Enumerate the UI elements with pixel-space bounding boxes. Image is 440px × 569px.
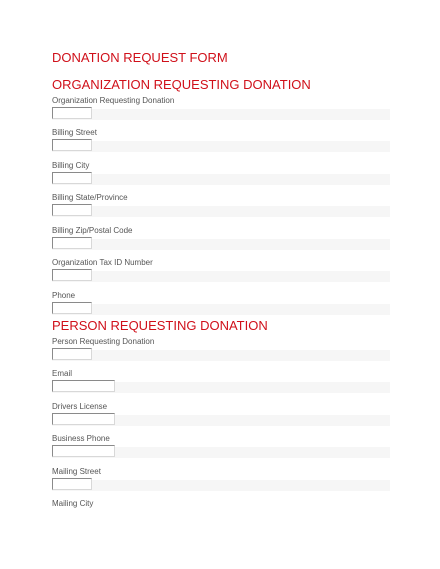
- field-label: Business Phone: [52, 434, 110, 443]
- field-mailing-street: [52, 467, 392, 494]
- row-band: [52, 239, 390, 250]
- field-label: Email: [52, 369, 73, 378]
- field-row: [52, 380, 392, 396]
- row-band: [52, 206, 390, 217]
- field-label: Billing City: [52, 161, 90, 170]
- form-title: DONATION REQUEST FORM: [52, 50, 228, 65]
- row-band: [52, 304, 390, 315]
- billing-city-input[interactable]: [52, 172, 92, 184]
- field-row: [52, 348, 392, 364]
- field-mailing-city: [52, 499, 392, 509]
- field-billing-zip: [52, 226, 392, 253]
- field-row: [52, 237, 392, 253]
- field-organization-tax-id: [52, 258, 392, 285]
- row-band: [52, 271, 390, 282]
- field-row: [52, 269, 392, 285]
- field-organization-requesting-donation: [52, 96, 392, 123]
- field-person-requesting-donation: [52, 337, 392, 364]
- field-label: Organization Requesting Donation: [52, 96, 175, 105]
- billing-zip-input[interactable]: [52, 237, 92, 249]
- row-band: [52, 141, 390, 152]
- tax-id-input[interactable]: [52, 269, 92, 281]
- field-drivers-license: [52, 402, 392, 429]
- row-band: [52, 109, 390, 120]
- field-label: Billing State/Province: [52, 193, 128, 202]
- person-name-input[interactable]: [52, 348, 92, 360]
- billing-street-input[interactable]: [52, 139, 92, 151]
- field-row: [52, 478, 392, 494]
- field-billing-state-province: [52, 193, 392, 220]
- business-phone-input[interactable]: [52, 445, 115, 457]
- field-row: [52, 139, 392, 155]
- row-band: [52, 480, 390, 491]
- field-billing-city: [52, 161, 392, 188]
- field-row: [52, 107, 392, 123]
- field-row: [52, 445, 392, 461]
- field-phone: [52, 291, 392, 318]
- field-label: Drivers License: [52, 402, 108, 411]
- phone-input[interactable]: [52, 302, 92, 314]
- field-label: Organization Tax ID Number: [52, 258, 153, 267]
- email-input[interactable]: [52, 380, 115, 392]
- organization-section-heading: ORGANIZATION REQUESTING DONATION: [52, 77, 311, 92]
- field-row: [52, 302, 392, 318]
- mailing-street-input[interactable]: [52, 478, 92, 490]
- field-billing-street: [52, 128, 392, 155]
- field-email: [52, 369, 392, 396]
- field-label: Mailing City: [52, 499, 94, 508]
- field-business-phone: [52, 434, 392, 461]
- drivers-license-input[interactable]: [52, 413, 115, 425]
- billing-state-input[interactable]: [52, 204, 92, 216]
- field-label: Phone: [52, 291, 76, 300]
- field-label: Mailing Street: [52, 467, 101, 476]
- field-label: Person Requesting Donation: [52, 337, 155, 346]
- row-band: [52, 174, 390, 185]
- field-label: Billing Street: [52, 128, 97, 137]
- field-row: [52, 172, 392, 188]
- person-section-heading: PERSON REQUESTING DONATION: [52, 318, 268, 333]
- field-row: [52, 204, 392, 220]
- organization-name-input[interactable]: [52, 107, 92, 119]
- field-row: [52, 413, 392, 429]
- field-label: Billing Zip/Postal Code: [52, 226, 133, 235]
- row-band: [52, 350, 390, 361]
